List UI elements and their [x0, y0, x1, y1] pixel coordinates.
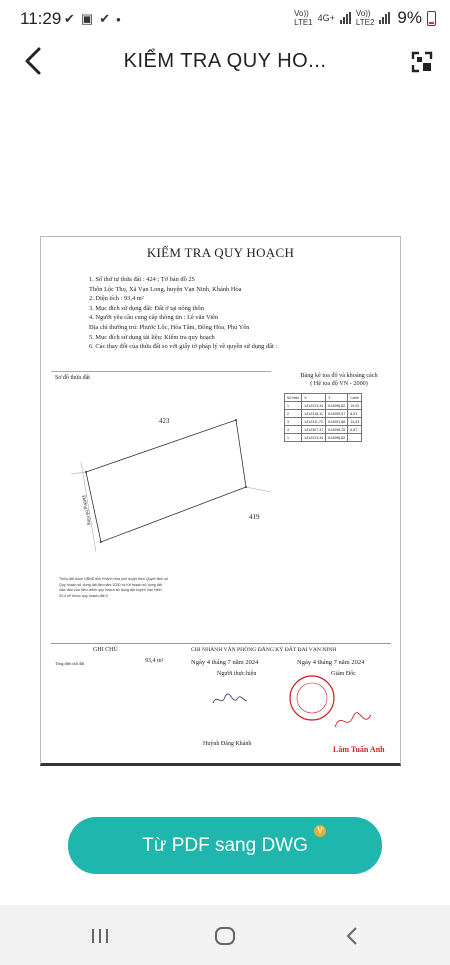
sim2-volte: Vo)) — [355, 9, 371, 18]
table-cell: 4 — [285, 426, 302, 434]
table-cell: 1412313,34 — [302, 402, 326, 410]
table-cell: 3 — [285, 418, 302, 426]
page-title: KIỂM TRA QUY HO... — [123, 50, 327, 72]
net-type: 4G+ — [317, 13, 335, 23]
pdf-viewer[interactable] — [0, 86, 450, 821]
info-line: 1. Số thứ tự thửa đất : 424 ; Tờ bản đồ 25 — [89, 276, 195, 283]
dot-icon: • — [116, 11, 121, 27]
table-header: Cạnh — [348, 394, 362, 402]
right-name: Lâm Tuấn Anh — [333, 745, 385, 754]
status-time: 11:29 — [20, 9, 62, 28]
document-notes — [59, 577, 269, 599]
info-line: 4. Người yêu cầu cung cấp thông tin : Lê văn Viên — [89, 314, 219, 322]
left-role: Người thực hiện — [217, 671, 257, 677]
table-header: Y — [326, 394, 348, 402]
home-button[interactable] — [205, 921, 245, 951]
notes-label: GHI CHÚ — [93, 647, 118, 653]
table-cell: 1 — [285, 402, 302, 410]
table-cell: 6,51 — [348, 410, 362, 418]
office-name: CHI NHÁNH VĂN PHÒNG ĐĂNG KÝ ĐẤT ĐAI VẠN NINH — [191, 647, 337, 653]
info-line: 5. Mục đích sử dụng tài liệu: Kiểm tra quy hoạch — [89, 333, 215, 341]
info-line: Địa chỉ thường trú: Phước Lộc, Hòa Tâm, Đông Hòa, Phú Yên — [89, 323, 250, 331]
status-bar — [0, 0, 450, 38]
right-signature — [331, 707, 381, 737]
sim1-label — [294, 9, 313, 27]
sim2-lte: LTE2 — [355, 18, 375, 27]
right-role: Giám Đốc — [331, 671, 356, 677]
scan-icon — [411, 51, 433, 73]
battery-percent: 9% — [397, 8, 422, 27]
gallery-icon: ▣ — [80, 11, 94, 26]
info-line: 2. Diện tích : 93,4 m² — [89, 295, 144, 303]
table-cell: 614096,82 — [326, 434, 348, 442]
notification-icons — [64, 11, 121, 27]
table-cell: 6,67 — [348, 426, 362, 434]
table-cell: 19,92 — [348, 402, 362, 410]
parcel-map-drawing — [51, 372, 271, 572]
table-cell: 614098,25 — [326, 426, 348, 434]
note-line: năm đầu của điều chỉnh quy hoạch sử dụng đất huyện Vạn Ninh — [59, 588, 162, 593]
convert-pdf-to-dwg-button[interactable] — [68, 817, 382, 874]
note-line: Quy hoạch sử dụng đất đến năm 2030 và Kế hoạch sử dụng đất — [59, 582, 162, 587]
coord-table-title — [281, 372, 397, 388]
document-title: KIỂM TRA QUY HOẠCH — [146, 245, 295, 260]
table-cell: 1412311,70 — [302, 418, 326, 426]
recent-apps-button[interactable] — [80, 921, 120, 951]
table-cell: 1412307,37 — [302, 426, 326, 434]
coord-table — [284, 393, 362, 442]
coord-title-line: Bảng kê tọa độ và khoảng cách — [300, 372, 378, 379]
coord-title-line: ( Hệ tọa độ VN - 2000) — [310, 380, 368, 387]
table-cell: 614095,57 — [326, 410, 348, 418]
table-cell: 614096,82 — [326, 402, 348, 410]
home-icon — [214, 926, 236, 946]
sim1-lte: LTE1 — [294, 18, 313, 27]
vip-badge-icon: V — [314, 825, 326, 837]
table-cell: 2 — [285, 410, 302, 418]
back-nav-button[interactable] — [332, 921, 372, 951]
left-signature — [209, 689, 249, 711]
scan-button[interactable] — [406, 46, 438, 78]
table-row — [285, 418, 362, 426]
table-cell: 14,33 — [348, 418, 362, 426]
area-label: Tổng diện tích đất — [55, 661, 85, 666]
chevron-left-icon — [345, 926, 359, 946]
table-header: Số hiệu — [285, 394, 302, 402]
table-cell: 1412313,34 — [302, 434, 326, 442]
parcel-south-label: 419 — [249, 513, 260, 521]
app-bar — [0, 38, 450, 86]
table-row — [285, 402, 362, 410]
recent-apps-icon — [90, 927, 110, 945]
table-row — [285, 434, 362, 442]
signal-icon — [340, 12, 351, 24]
office-stamp — [287, 673, 337, 723]
signal-icon — [379, 12, 390, 24]
info-line: 6. Các thay đổi của thửa đất so với giấy tờ pháp lý về quyền sử dụng đất : — [89, 343, 278, 351]
right-date: Ngày 4 tháng 7 năm 2024 — [297, 659, 365, 666]
table-cell: 1412318,11 — [302, 410, 326, 418]
sim2-label — [356, 9, 375, 27]
table-row — [285, 410, 362, 418]
parcel-map — [51, 371, 271, 572]
table-row — [285, 426, 362, 434]
parcel-north-label: 423 — [159, 417, 170, 425]
table-header-row — [285, 394, 362, 402]
check-icon: ✔ — [64, 11, 75, 26]
area-value: 93,4 m² — [145, 658, 164, 664]
note-line: Thửa đất được UBND tỉnh Khánh Hòa phê duyệt theo Quyết định số — [59, 577, 169, 581]
document-info — [89, 275, 389, 352]
left-name: Huỳnh Đăng Khánh — [203, 741, 252, 747]
info-line: 3. Mục đích sử dụng đất: Đất ở tại nông thôn — [89, 304, 204, 312]
map-label: Sơ đồ thửa đất — [55, 375, 90, 381]
document-page — [40, 236, 401, 766]
note-line: 93,4 m² thuộc quy hoạch đất ở — [59, 593, 108, 598]
sim1-volte: Vo)) — [294, 9, 309, 18]
status-right — [294, 8, 436, 28]
table-cell — [348, 434, 362, 442]
table-cell: 614091,88 — [326, 418, 348, 426]
road-label: Đường bê tông — [80, 495, 92, 526]
left-date: Ngày 4 tháng 7 năm 2024 — [191, 659, 259, 666]
info-line: Thôn Lộc Thọ, Xã Vạn Long, huyện Vạn Ninh, Khánh Hòa — [89, 285, 242, 293]
table-cell: 1 — [285, 434, 302, 442]
system-nav-bar — [0, 905, 450, 965]
table-header: X — [302, 394, 326, 402]
check-icon: ✔ — [99, 11, 111, 26]
convert-button-label: Từ PDF sang DWG — [142, 834, 308, 856]
battery-icon — [427, 11, 436, 26]
